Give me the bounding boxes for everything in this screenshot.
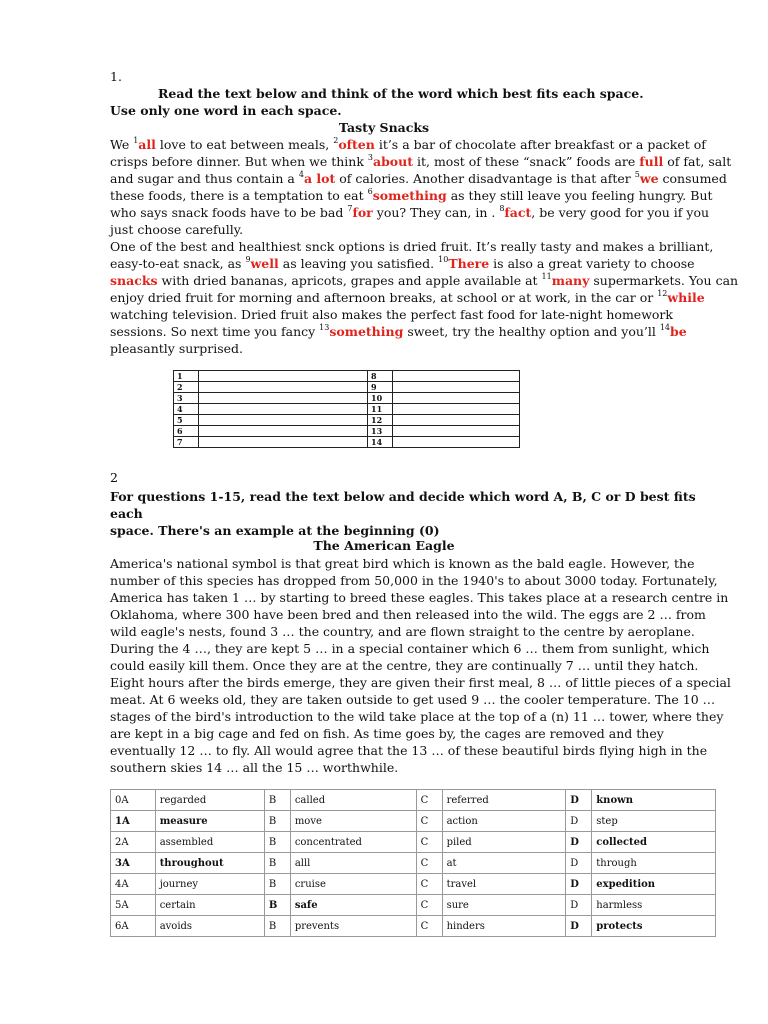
question-number: 5A xyxy=(111,895,156,916)
section-2-instructions xyxy=(110,488,720,539)
answer-word: snacks xyxy=(110,273,158,288)
option-a: regarded xyxy=(155,790,264,811)
answer-grid-row xyxy=(174,393,520,404)
answer-cell[interactable] xyxy=(393,437,520,448)
passage-2-line: During the 4 …, they are kept 5 … in a special container which 6 … them from sunlight, which xyxy=(110,641,710,656)
option-row xyxy=(111,832,716,853)
option-letter-c: C xyxy=(416,895,442,916)
passage-text: enjoy dried fruit for morning and afternoon breaks, at school or at work, in the car or xyxy=(110,290,658,305)
passage-1-line xyxy=(110,169,727,187)
gap-number: 14 xyxy=(659,322,671,332)
answer-word: while xyxy=(667,290,705,305)
option-b: called xyxy=(290,790,416,811)
passage-1-line xyxy=(110,186,713,204)
option-letter-c: C xyxy=(416,874,442,895)
passage-text: pleasantly surprised. xyxy=(110,341,244,356)
option-d: protects xyxy=(592,916,716,937)
answer-cell[interactable] xyxy=(393,371,520,382)
passage-1-line xyxy=(110,221,710,238)
answer-cell[interactable] xyxy=(199,404,368,415)
passage-2-line: Eight hours after the birds emerge, they are given their first meal, 8 … of little pieces of a special xyxy=(110,675,731,690)
answer-grid-row xyxy=(174,371,520,382)
passage-text: One of the best and healthiest snck options is dried fruit. It’s really tasty and makes a brilliant, xyxy=(110,239,714,254)
answer-word: we xyxy=(639,171,659,186)
gap-number: 7 xyxy=(347,203,353,213)
passage-text: of calories. Another disadvantage is that after xyxy=(335,171,635,186)
answer-cell[interactable] xyxy=(199,382,368,393)
answer-word: fact xyxy=(504,205,532,220)
option-letter-b: B xyxy=(264,790,290,811)
answer-cell[interactable] xyxy=(393,404,520,415)
section-2-instruction-line-1: For questions 1-15, read the text below and decide which word A, B, C or D best fits each xyxy=(110,489,696,521)
passage-text: just choose carefully. xyxy=(110,222,244,237)
passage-1-line xyxy=(110,340,710,357)
option-d: harmless xyxy=(592,895,716,916)
answer-word: There xyxy=(448,256,490,271)
passage-text: , be very good for you if you xyxy=(531,205,710,220)
passage-text: watching television. Dried fruit also makes the perfect fast food for late-night homework xyxy=(110,307,673,322)
option-a: journey xyxy=(155,874,264,895)
answer-number: 14 xyxy=(368,437,393,448)
passage-1-line xyxy=(110,306,710,323)
option-row xyxy=(111,811,716,832)
passage-1-line xyxy=(110,323,710,340)
option-letter-d: D xyxy=(566,790,592,811)
option-c: referred xyxy=(442,790,566,811)
option-b: safe xyxy=(290,895,416,916)
option-letter-d: D xyxy=(566,874,592,895)
passage-text: is also a great variety to choose xyxy=(489,256,695,271)
option-letter-d: D xyxy=(566,916,592,937)
gap-number: 5 xyxy=(634,169,640,179)
passage-1-line xyxy=(110,204,710,221)
passage-text: with dried bananas, apricots, grapes and apple available at xyxy=(157,273,542,288)
option-c: hinders xyxy=(442,916,566,937)
answer-cell[interactable] xyxy=(393,415,520,426)
option-c: action xyxy=(442,811,566,832)
passage-text: of fat, salt xyxy=(663,154,732,169)
gap-number: 11 xyxy=(541,271,552,281)
option-c: at xyxy=(442,853,566,874)
passage-text: sessions. So next time you fancy xyxy=(110,324,320,339)
option-letter-d: D xyxy=(566,895,592,916)
passage-2-line: stages of the bird's introduction to the wild take place at the top of a (n) 11 … tower, where they xyxy=(110,709,724,724)
gap-number: 10 xyxy=(438,254,449,264)
answer-number: 5 xyxy=(174,415,199,426)
passage-2-line: number of this species has dropped from 50,000 in the 1940's to about 3000 today. Fortunately, xyxy=(110,573,718,588)
passage-2-line: Oklahoma, where 300 have been bred and then released into the wild. The eggs are 2 … from xyxy=(110,607,706,622)
option-letter-c: C xyxy=(416,790,442,811)
option-a: throughout xyxy=(155,853,264,874)
option-a: certain xyxy=(155,895,264,916)
option-a: measure xyxy=(155,811,264,832)
option-d: step xyxy=(592,811,716,832)
question-number: 0A xyxy=(111,790,156,811)
answer-number: 1 xyxy=(174,371,199,382)
passage-text: easy-to-eat snack, as xyxy=(110,256,246,271)
option-b: concentrated xyxy=(290,832,416,853)
passage-text: supermarkets. You can xyxy=(589,273,739,288)
question-number: 4A xyxy=(111,874,156,895)
section-2-passage xyxy=(110,555,731,776)
passage-2-line: America has taken 1 … by starting to breed these eagles. This takes place at a research centre in xyxy=(110,590,729,605)
option-row xyxy=(111,853,716,874)
answer-cell[interactable] xyxy=(393,426,520,437)
answer-number: 9 xyxy=(368,382,393,393)
answer-word: many xyxy=(551,273,590,288)
section-1-instruction-line-1: Read the text below and think of the word which best fits each space. xyxy=(158,86,644,101)
passage-2-line: wild eagle's nests, found 3 … the country, and are flown straight to the centre by aeroplane. xyxy=(110,624,695,639)
answer-word: full xyxy=(639,154,664,169)
option-b: move xyxy=(290,811,416,832)
gap-number: 9 xyxy=(245,254,251,264)
answer-grid-row xyxy=(174,382,520,393)
option-c: travel xyxy=(442,874,566,895)
section-2-options-table xyxy=(110,789,716,937)
answer-number: 8 xyxy=(368,371,393,382)
answer-number: 4 xyxy=(174,404,199,415)
answer-cell[interactable] xyxy=(393,382,520,393)
answer-cell[interactable] xyxy=(199,371,368,382)
option-row xyxy=(111,790,716,811)
passage-1-line xyxy=(110,289,710,306)
option-letter-d: D xyxy=(566,811,592,832)
answer-grid-row xyxy=(174,415,520,426)
answer-number: 12 xyxy=(368,415,393,426)
passage-text: crisps before dinner. But when we think xyxy=(110,154,368,169)
question-number: 6A xyxy=(111,916,156,937)
option-d: collected xyxy=(592,832,716,853)
section-1-heading: Tasty Snacks xyxy=(338,120,430,135)
option-b: cruise xyxy=(290,874,416,895)
gap-number: 6 xyxy=(367,186,373,196)
passage-2-line: eventually 12 … to fly. All would agree that the 13 … of these beautiful birds flying high in the xyxy=(110,743,708,758)
passage-2-line: meat. At 6 weeks old, they are taken outside to get used 9 … the cooler temperature. The 10 … xyxy=(110,692,716,707)
passage-text: these foods, there is a temptation to eat xyxy=(110,188,368,203)
answer-number: 2 xyxy=(174,382,199,393)
section-1-instruction-line-2: Use only one word in each space. xyxy=(110,103,342,118)
option-c: piled xyxy=(442,832,566,853)
answer-word: all xyxy=(138,137,156,152)
answer-number: 7 xyxy=(174,437,199,448)
option-letter-b: B xyxy=(264,832,290,853)
passage-text: sweet, try the healthy option and you’ll xyxy=(403,324,660,339)
option-a: avoids xyxy=(155,916,264,937)
option-letter-c: C xyxy=(416,832,442,853)
passage-1-line xyxy=(110,255,710,272)
passage-text: as leaving you satisfied. xyxy=(278,256,439,271)
question-number: 2A xyxy=(111,832,156,853)
option-row xyxy=(111,916,716,937)
option-letter-b: B xyxy=(264,916,290,937)
option-letter-b: B xyxy=(264,853,290,874)
passage-1-line xyxy=(110,136,710,153)
gap-number: 8 xyxy=(499,203,505,213)
passage-2-line: could easily kill them. Once they are at the centre, they are continually 7 … until they hatch. xyxy=(110,658,699,673)
gap-number: 1 xyxy=(133,135,139,145)
gap-number: 12 xyxy=(657,288,668,298)
option-row xyxy=(111,895,716,916)
option-b: alll xyxy=(290,853,416,874)
passage-text: it’s a bar of chocolate after breakfast or a packet of xyxy=(374,137,706,152)
option-letter-c: C xyxy=(416,916,442,937)
passage-1-line xyxy=(110,238,714,255)
option-letter-b: B xyxy=(264,895,290,916)
section-1-number: 1. xyxy=(110,69,122,84)
section-1-passage xyxy=(110,135,739,357)
gap-number: 4 xyxy=(298,169,304,179)
section-1-answer-grid xyxy=(173,370,520,448)
gap-number: 2 xyxy=(333,135,339,145)
passage-text: We xyxy=(110,137,134,152)
answer-number: 13 xyxy=(368,426,393,437)
option-row xyxy=(111,874,716,895)
answer-number: 10 xyxy=(368,393,393,404)
option-d: known xyxy=(592,790,716,811)
gap-number: 3 xyxy=(367,152,373,162)
option-d: through xyxy=(592,853,716,874)
option-letter-b: B xyxy=(264,811,290,832)
answer-cell[interactable] xyxy=(199,393,368,404)
section-2-instruction-line-2: space. There's an example at the beginning (0) xyxy=(110,523,440,538)
passage-text: you? They can, in . xyxy=(372,205,500,220)
passage-2-line: America's national symbol is that great bird which is known as the bald eagle. However, the xyxy=(110,556,695,571)
answer-word: a lot xyxy=(303,171,336,186)
passage-text: and sugar and thus contain a xyxy=(110,171,299,186)
answer-number: 11 xyxy=(368,404,393,415)
answer-word: often xyxy=(338,137,375,152)
passage-1-line xyxy=(110,152,732,170)
question-number: 3A xyxy=(111,853,156,874)
option-letter-d: D xyxy=(566,853,592,874)
option-letter-c: C xyxy=(416,853,442,874)
answer-word: about xyxy=(372,154,414,169)
passage-text: who says snack foods have to be bad xyxy=(110,205,348,220)
option-letter-b: B xyxy=(264,874,290,895)
option-letter-d: D xyxy=(566,832,592,853)
answer-number: 3 xyxy=(174,393,199,404)
passage-text: consumed xyxy=(658,171,727,186)
option-a: assembled xyxy=(155,832,264,853)
section-2-number: 2 xyxy=(110,470,118,485)
passage-2-line: southern skies 14 … all the 15 … worthwhile. xyxy=(110,760,399,775)
answer-cell[interactable] xyxy=(199,415,368,426)
answer-grid-row xyxy=(174,437,520,448)
option-b: prevents xyxy=(290,916,416,937)
passage-text: it, most of these “snack” foods are xyxy=(413,154,640,169)
question-number: 1A xyxy=(111,811,156,832)
answer-number: 6 xyxy=(174,426,199,437)
answer-grid-row xyxy=(174,426,520,437)
passage-2-line: are kept in a big cage and fed on fish. As time goes by, the cages are removed and they xyxy=(110,726,664,741)
section-2-heading: The American Eagle xyxy=(313,538,455,553)
passage-1-line xyxy=(110,271,739,289)
option-c: sure xyxy=(442,895,566,916)
passage-text: as they still leave you feeling hungry. But xyxy=(446,188,713,203)
passage-text: love to eat between meals, xyxy=(155,137,334,152)
answer-word: something xyxy=(372,188,447,203)
answer-word: be xyxy=(670,324,687,339)
answer-word: well xyxy=(250,256,279,271)
answer-word: something xyxy=(329,324,404,339)
answer-cell[interactable] xyxy=(199,437,368,448)
answer-word: for xyxy=(352,205,373,220)
answer-cell[interactable] xyxy=(199,426,368,437)
option-letter-c: C xyxy=(416,811,442,832)
option-d: expedition xyxy=(592,874,716,895)
gap-number: 13 xyxy=(319,322,330,332)
answer-cell[interactable] xyxy=(393,393,520,404)
answer-grid-row xyxy=(174,404,520,415)
